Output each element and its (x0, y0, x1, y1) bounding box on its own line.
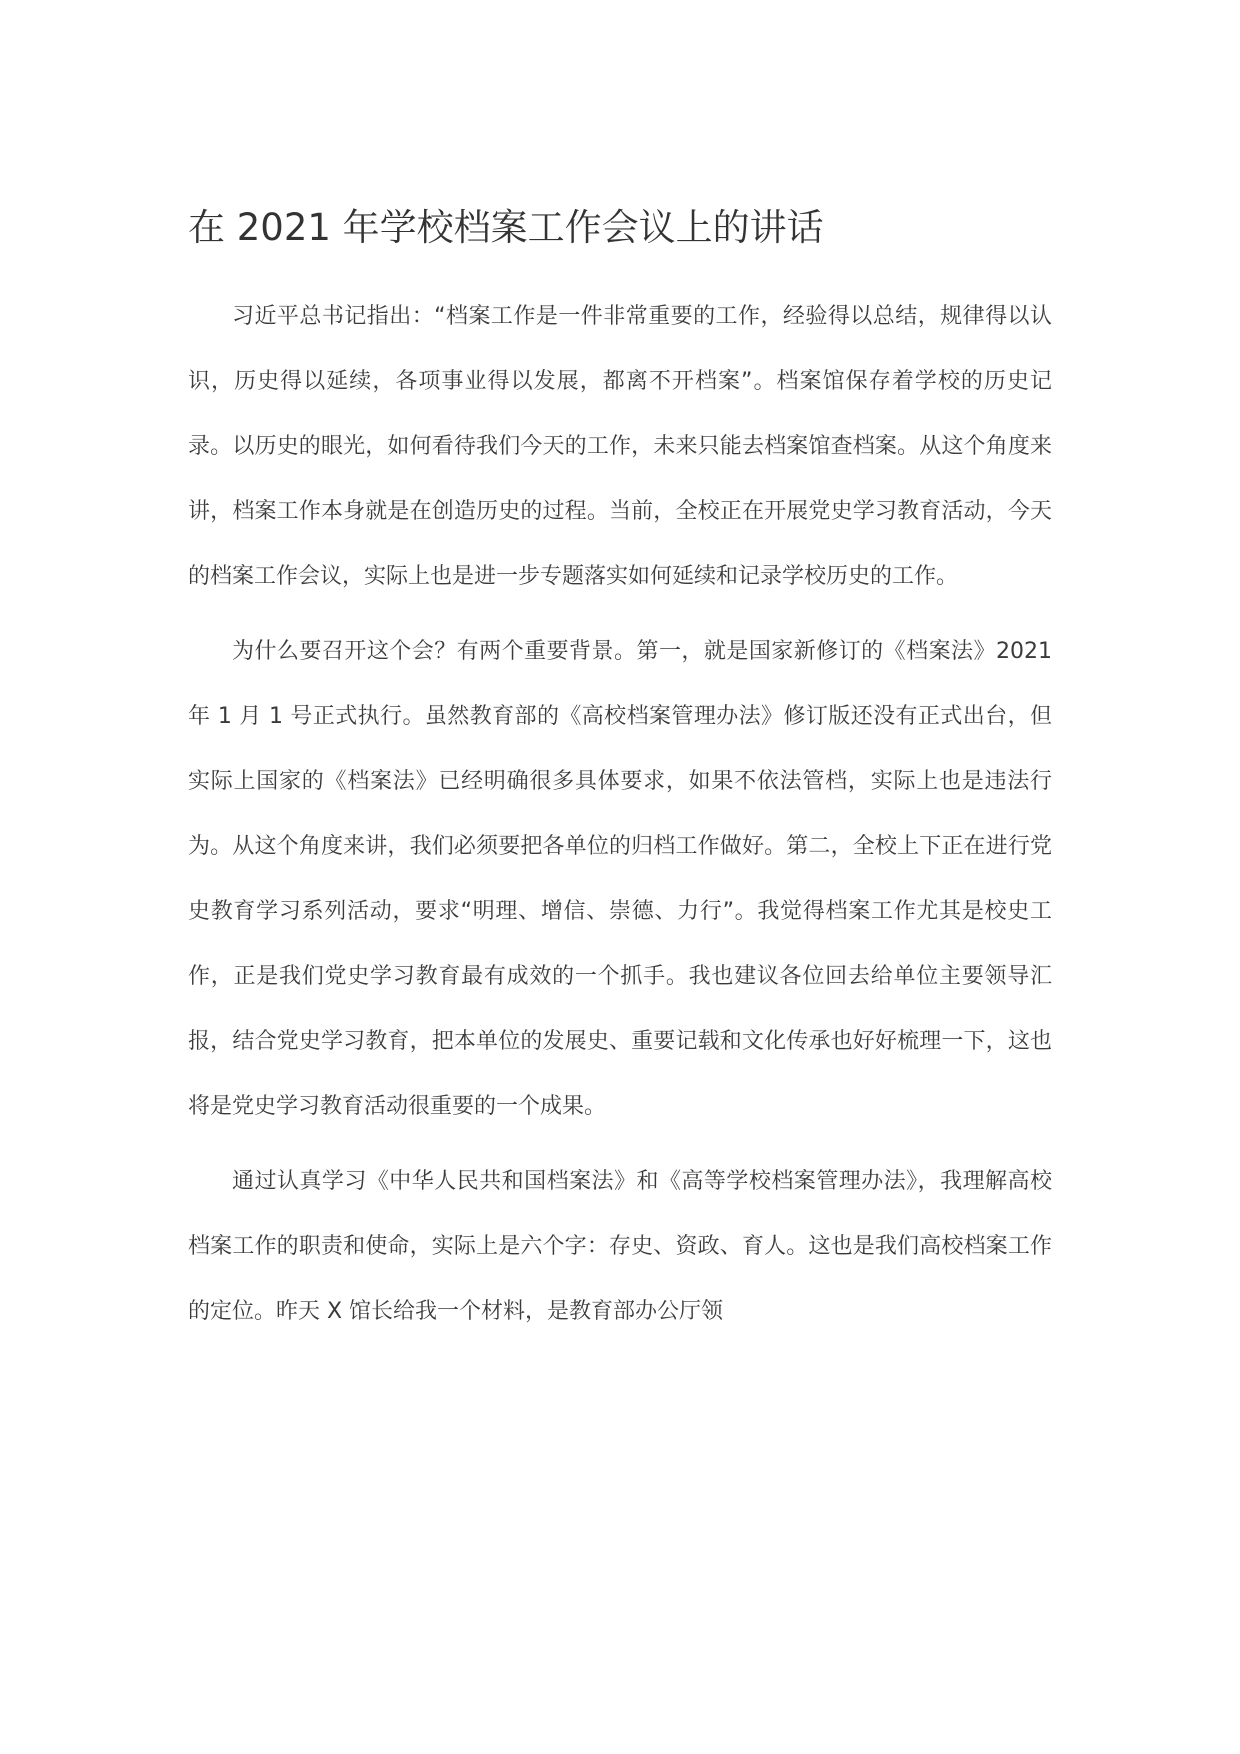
paragraph-2: 为什么要召开这个会？有两个重要背景。第一，就是国家新修订的《档案法》2021 年 1 月 1 号正式执行。虽然教育部的《高校档案管理办法》修订版还没有正式出台，但实际上国家的《档案法》已经明确很多具体要求，如果不依法管档，实际上也是违法行为。从这个角度来讲，我们必须要把各单位的归档工作做好。第二，全校上下正在进行党史教育学习系列活动，要求“明理、增信、崇德、力行”。我觉得档案工作尤其是校史工作，正是我们党史学习教育最有成效的一个抓手。我也建议各位回去给单位主要领导汇报，结合党史学习教育，把本单位的发展史、重要记载和文化传承也好好梳理一下，这也将是党史学习教育活动很重要的一个成果。 (188, 639, 1052, 1119)
document-title: 在 2021 年学校档案工作会议上的讲话 (188, 206, 824, 249)
paragraph-1: 习近平总书记指出：“档案工作是一件非常重要的工作，经验得以总结，规律得以认识，历史得以延续，各项事业得以发展，都离不开档案”。档案馆保存着学校的历史记录。以历史的眼光，如何看待我们今天的工作，未来只能去档案馆查档案。从这个角度来讲，档案工作本身就是在创造历史的过程。当前，全校正在开展党史学习教育活动，今天的档案工作会议，实际上也是进一步专题落实如何延续和记录学校历史的工作。 (188, 304, 1052, 589)
document-body (188, 200, 1052, 1344)
paragraph-3: 通过认真学习《中华人民共和国档案法》和《高等学校档案管理办法》，我理解高校档案工作的职责和使命，实际上是六个字：存史、资政、育人。这也是我们高校档案工作的定位。昨天 X 馆长给我一个材料，是教育部办公厅领 (188, 1169, 1052, 1324)
